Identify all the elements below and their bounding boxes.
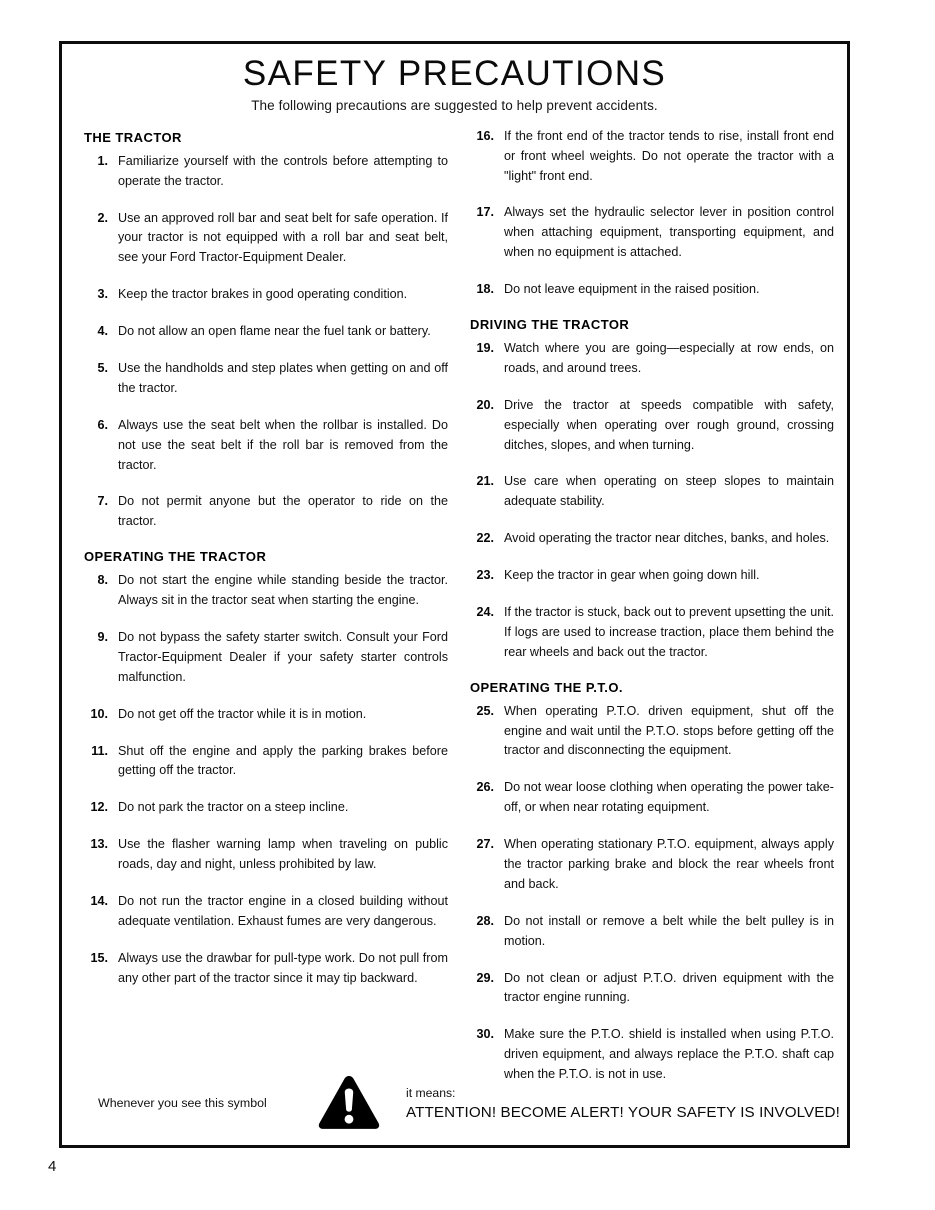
precaution-item — [84, 285, 448, 305]
precaution-item — [84, 892, 448, 932]
item-number: 3. — [97, 287, 108, 302]
section-heading-operating-the-tractor: OPERATING THE TRACTOR — [84, 549, 267, 565]
left-column — [84, 127, 448, 1006]
item-number: 2. — [97, 210, 108, 225]
section-heading-the-tractor: THE TRACTOR — [84, 129, 182, 145]
precaution-item — [470, 472, 834, 512]
precaution-item — [84, 835, 448, 875]
item-text: Drive the tractor at speeds compatible with safety, especially when operating over rough ground, crossing ditches, slopes, and when turning. — [504, 397, 834, 452]
item-number: 8. — [97, 573, 108, 588]
section-heading-operating-the-pto: OPERATING THE P.T.O. — [470, 679, 623, 695]
item-number: 26. — [476, 780, 494, 795]
item-text: Use care when operating on steep slopes to maintain adequate stability. — [504, 474, 834, 509]
precaution-item — [470, 127, 834, 187]
right-column — [470, 127, 834, 1102]
item-number: 21. — [476, 474, 494, 489]
precaution-item — [84, 322, 448, 342]
precaution-item — [84, 705, 448, 725]
precaution-item — [84, 359, 448, 399]
symbol-meaning-block — [392, 1086, 840, 1121]
item-number: 28. — [476, 913, 494, 928]
item-number: 23. — [476, 568, 494, 583]
item-text: Avoid operating the tractor near ditches, banks, and holes. — [504, 531, 830, 546]
item-number: 15. — [90, 950, 108, 965]
warning-triangle-exclamation-icon — [306, 1074, 392, 1132]
item-text: If the front end of the tractor tends to rise, install front end or front wheel weights. Do not operate the tractor with a "light" front end. — [504, 128, 834, 183]
item-number: 6. — [97, 417, 108, 432]
precaution-item — [84, 949, 448, 989]
item-text: Do not permit anyone but the operator to ride on the tractor. — [118, 494, 448, 529]
precaution-item — [470, 203, 834, 263]
item-number: 29. — [476, 970, 494, 985]
item-text: Use the handholds and step plates when getting on and off the tractor. — [118, 360, 448, 395]
item-text: Do not allow an open flame near the fuel tank or battery. — [118, 324, 431, 339]
precaution-item — [84, 209, 448, 269]
item-text: Use an approved roll bar and seat belt for safe operation. If your tractor is not equipped with a roll bar and seat belt, see your Ford Tractor-Equipment Dealer. — [118, 210, 448, 265]
item-text: Do not park the tractor on a steep incline. — [118, 800, 349, 815]
item-number: 30. — [476, 1027, 494, 1042]
item-number: 11. — [91, 743, 108, 758]
item-number: 27. — [476, 837, 494, 852]
item-text: Always set the hydraulic selector lever in position control when attaching equipment, transporting equipment, and when no equipment is attached. — [504, 205, 834, 260]
title-block — [84, 56, 825, 113]
item-text: Do not bypass the safety starter switch. Consult your Ford Tractor-Equipment Dealer if your safety starter controls malfunction. — [118, 630, 448, 684]
page-subtitle: The following precautions are suggested to help prevent accidents. — [251, 97, 658, 113]
precaution-item — [84, 492, 448, 532]
item-text: Shut off the engine and apply the parking brakes before getting off the tractor. — [118, 743, 448, 778]
safety-symbol-footer — [84, 1071, 840, 1135]
precaution-item — [470, 339, 834, 379]
precaution-item — [470, 912, 834, 952]
precaution-item — [470, 835, 834, 895]
precaution-item — [84, 152, 448, 192]
two-column-body — [84, 127, 834, 1102]
item-number: 10. — [90, 706, 108, 721]
item-text: When operating stationary P.T.O. equipment, always apply the tractor parking brake and block the rear wheels front and back. — [504, 837, 834, 891]
item-number: 17. — [476, 205, 494, 220]
page-title: SAFETY PRECAUTIONS — [242, 54, 667, 93]
item-text: Make sure the P.T.O. shield is installed when using P.T.O. driven equipment, and always replace the P.T.O. shaft cap when the P.T.O. is not in use. — [504, 1027, 834, 1082]
precaution-item — [470, 969, 834, 1009]
precaution-item — [470, 529, 834, 549]
item-number: 13. — [90, 837, 108, 852]
item-number: 18. — [476, 282, 494, 297]
item-text: Watch where you are going—especially at row ends, on roads, and around trees. — [504, 340, 834, 375]
precaution-item — [84, 628, 448, 688]
precaution-item — [84, 571, 448, 611]
precaution-item — [470, 778, 834, 818]
item-text: Do not leave equipment in the raised position. — [504, 282, 760, 297]
precaution-item — [84, 742, 448, 782]
item-number: 25. — [476, 703, 494, 718]
item-text: Do not get off the tractor while it is in motion. — [118, 706, 367, 721]
item-text: Do not run the tractor engine in a closed building without adequate ventilation. Exhaust fumes are very dangerous. — [118, 894, 448, 928]
item-text: Do not clean or adjust P.T.O. driven equipment with the tractor engine running. — [504, 970, 834, 1005]
section-heading-driving-the-tractor: DRIVING THE TRACTOR — [470, 316, 630, 332]
precaution-item — [470, 566, 834, 586]
precaution-item — [470, 280, 834, 300]
item-number: 4. — [97, 324, 108, 339]
precaution-item — [470, 603, 834, 663]
item-number: 5. — [97, 360, 108, 375]
item-text: Keep the tractor brakes in good operating condition. — [118, 287, 408, 302]
item-number: 24. — [476, 605, 494, 619]
item-text: Always use the seat belt when the rollbar is installed. Do not use the seat belt if the roll bar is removed from the tractor. — [118, 417, 448, 472]
it-means-label: it means: — [406, 1085, 456, 1100]
item-number: 22. — [476, 531, 494, 546]
item-number: 9. — [97, 630, 108, 644]
item-number: 20. — [476, 397, 494, 412]
item-number: 12. — [90, 800, 108, 815]
precaution-item — [84, 798, 448, 818]
item-text: Do not start the engine while standing beside the tractor. Always sit in the tractor seat when starting the engine. — [118, 573, 448, 608]
item-text: If the tractor is stuck, back out to prevent upsetting the unit. If logs are used to increase traction, place them behind the rear wheels and back out the tractor. — [504, 605, 834, 659]
item-text: When operating P.T.O. driven equipment, shut off the engine and wait until the P.T.O. stops before getting off the tractor and disconnecting the equipment. — [504, 703, 834, 758]
item-text: Keep the tractor in gear when going down hill. — [504, 568, 760, 583]
precaution-item — [470, 396, 834, 456]
item-number: 7. — [97, 494, 108, 509]
precaution-item — [470, 702, 834, 762]
item-text: Use the flasher warning lamp when traveling on public roads, day and night, unless prohibited by law. — [118, 837, 448, 872]
symbol-intro-text: Whenever you see this symbol — [98, 1096, 267, 1110]
item-text: Do not wear loose clothing when operating the power take-off, or when near rotating equipment. — [504, 780, 834, 815]
item-text: Do not install or remove a belt while the belt pulley is in motion. — [504, 913, 834, 948]
item-number: 1. — [97, 153, 108, 168]
item-number: 16. — [476, 128, 494, 143]
page-content — [62, 44, 847, 1145]
item-number: 19. — [476, 340, 494, 355]
item-text: Always use the drawbar for pull-type work. Do not pull from any other part of the tractor since it may tip backward. — [118, 950, 448, 985]
attention-message: ATTENTION! BECOME ALERT! YOUR SAFETY IS INVOLVED! — [406, 1103, 840, 1121]
page-border-frame — [59, 41, 850, 1148]
item-text: Familiarize yourself with the controls before attempting to operate the tractor. — [118, 153, 448, 188]
precaution-item — [84, 416, 448, 476]
page-number: 4 — [48, 1158, 57, 1175]
item-number: 14. — [90, 894, 108, 909]
